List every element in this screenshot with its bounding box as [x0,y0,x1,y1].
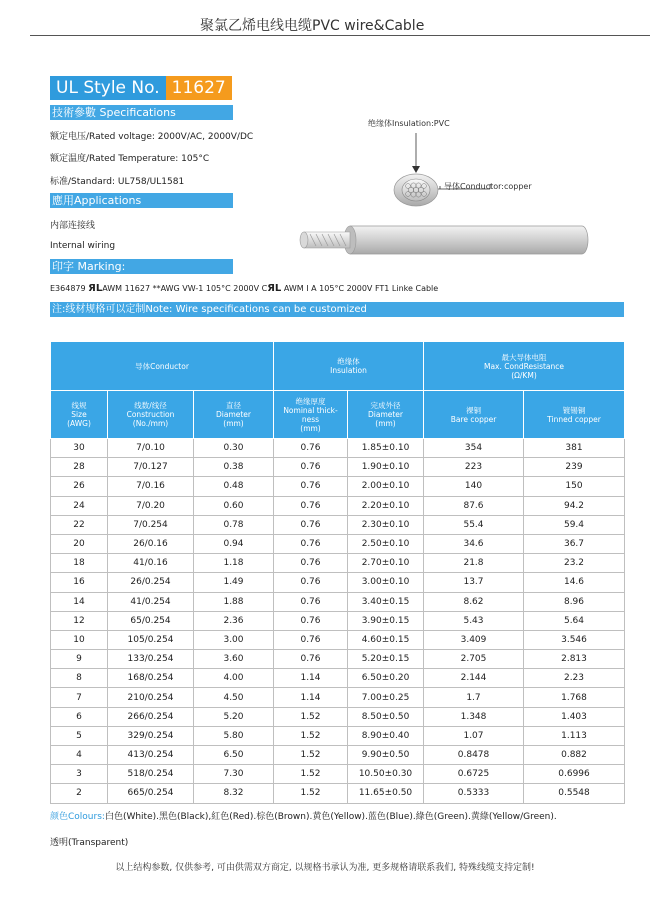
marking-bar: 印字 Marking: [50,259,233,274]
table-cell: 6.50 [194,746,274,765]
table-cell: 3 [51,765,108,784]
table-row [51,534,625,553]
table-cell: 7/0.127 [108,458,194,477]
table-cell: 28 [51,458,108,477]
rated-voltage: 额定电压/Rated voltage: 2000V/AC, 2000V/DC [50,132,254,142]
table-cell: 0.76 [274,458,348,477]
table-cell: 5 [51,726,108,745]
table-cell: 1.52 [274,746,348,765]
table-row [51,784,625,803]
table-cell: 10.50±0.30 [348,765,424,784]
table-row [51,515,625,534]
table-cell: 140 [424,477,524,496]
header-divider [30,35,650,36]
table-cell: 8.62 [424,592,524,611]
header-resistance: 最大导体电阻 Max. CondResistance (Ω/KM) [424,342,625,391]
table-cell: 1.14 [274,688,348,707]
table-row [51,650,625,669]
table-row [51,611,625,630]
table-cell: 26 [51,477,108,496]
table-cell: 0.30 [194,439,274,458]
table-cell: 87.6 [424,496,524,515]
header-insulation: 绝缘体 Insulation [274,342,424,391]
table-cell: 2.36 [194,611,274,630]
table-cell: 9 [51,650,108,669]
table-cell: 10 [51,630,108,649]
table-cell: 381 [524,439,625,458]
table-cell: 665/0.254 [108,784,194,803]
table-cell: 18 [51,554,108,573]
table-cell: 7 [51,688,108,707]
table-cell: 239 [524,458,625,477]
table-cell: 13.7 [424,573,524,592]
marking-text-part3: AWM I A 105°C 2000V FT1 Linke Cable [283,284,439,293]
colour-transparent: 透明(Transparent) [50,838,129,848]
table-cell: 7/0.20 [108,496,194,515]
table-cell: 0.76 [274,477,348,496]
table-row [51,765,625,784]
table-cell: 0.78 [194,515,274,534]
header-size: 线规 Size (AWG) [51,391,108,439]
table-cell: 1.52 [274,765,348,784]
table-cell: 3.90±0.15 [348,611,424,630]
table-cell: 7.30 [194,765,274,784]
table-cell: 105/0.254 [108,630,194,649]
table-cell: 0.76 [274,592,348,611]
table-cell: 1.90±0.10 [348,458,424,477]
table-cell: 0.76 [274,611,348,630]
table-cell: 0.76 [274,515,348,534]
table-cell: 2.813 [524,650,625,669]
table-cell: 1.85±0.10 [348,439,424,458]
table-cell: 8.32 [194,784,274,803]
table-cell: 1.18 [194,554,274,573]
table-cell: 1.14 [274,669,348,688]
table-cell: 4 [51,746,108,765]
table-cell: 1.403 [524,707,625,726]
ul-logo-icon: ЯL [267,283,282,294]
table-cell: 0.76 [274,534,348,553]
table-cell: 1.07 [424,726,524,745]
table-cell: 8 [51,669,108,688]
table-cell: 5.43 [424,611,524,630]
table-cell: 0.76 [274,439,348,458]
table-cell: 11.65±0.50 [348,784,424,803]
table-cell: 23.2 [524,554,625,573]
table-cell: 7/0.16 [108,477,194,496]
table-row [51,592,625,611]
table-cell: 2.705 [424,650,524,669]
table-cell: 21.8 [424,554,524,573]
table-cell: 0.60 [194,496,274,515]
table-cell: 1.52 [274,707,348,726]
applications-bar: 應用Applications [50,193,233,208]
table-cell: 12 [51,611,108,630]
table-row [51,573,625,592]
table-cell: 24 [51,496,108,515]
table-cell: 0.8478 [424,746,524,765]
table-cell: 4.00 [194,669,274,688]
table-cell: 150 [524,477,625,496]
table-cell: 5.20 [194,707,274,726]
table-cell: 7/0.10 [108,439,194,458]
table-cell: 0.38 [194,458,274,477]
table-cell: 133/0.254 [108,650,194,669]
table-row [51,688,625,707]
ul-style-number: 11627 [166,76,232,100]
header-bare-copper: 裸铜 Bare copper [424,391,524,439]
table-cell: 41/0.254 [108,592,194,611]
insulation-arrow-icon [412,166,420,173]
table-cell: 0.76 [274,650,348,669]
ul-style-title [50,76,232,100]
table-cell: 14.6 [524,573,625,592]
table-row [51,707,625,726]
table-cell: 3.546 [524,630,625,649]
colours-list: 白色(White).黑色(Black),紅色(Red).棕色(Brown).黄色(Yellow).蓝色(Blue).綠色(Green).黄綠(Yellow/Green). [104,812,557,822]
cable-diagram [290,128,600,258]
table-cell: 1.49 [194,573,274,592]
table-cell: 0.76 [274,554,348,573]
table-cell: 5.80 [194,726,274,745]
header-thickness: 绝缘厚度 Nominal thick- ness (mm) [274,391,348,439]
table-cell: 0.76 [274,630,348,649]
table-cell: 2.50±0.10 [348,534,424,553]
table-cell: 22 [51,515,108,534]
table-cell: 1.88 [194,592,274,611]
table-cell: 30 [51,439,108,458]
table-row [51,477,625,496]
table-cell: 1.113 [524,726,625,745]
table-cell: 59.4 [524,515,625,534]
table-cell: 2.20±0.10 [348,496,424,515]
table-cell: 3.00±0.10 [348,573,424,592]
table-cell: 36.7 [524,534,625,553]
table-cell: 2.00±0.10 [348,477,424,496]
table-cell: 3.00 [194,630,274,649]
colours-label: 颜色Colours: [50,812,105,822]
table-cell: 34.6 [424,534,524,553]
table-cell: 65/0.254 [108,611,194,630]
table-cell: 55.4 [424,515,524,534]
conductor-label: 导体Conductor:copper [444,182,532,191]
table-cell: 1.52 [274,784,348,803]
table-cell: 7.00±0.25 [348,688,424,707]
table-cell: 6 [51,707,108,726]
insulation-label: 绝缘体Insulation:PVC [368,119,450,128]
customization-note: 注:线材规格可以定制Note: Wire specifications can be customized [50,302,624,317]
header-tinned-copper: 镀锡铜 Tinned copper [524,391,625,439]
table-cell: 223 [424,458,524,477]
table-cell: 0.882 [524,746,625,765]
table-row [51,726,625,745]
table-cell: 2.144 [424,669,524,688]
table-cell: 2.23 [524,669,625,688]
header-construction: 线数/线径 Construction (No./mm) [108,391,194,439]
table-row [51,746,625,765]
page-header-title: 聚氯乙烯电线电缆PVC wire&Cable [200,18,425,34]
table-cell: 8.90±0.40 [348,726,424,745]
table-cell: 16 [51,573,108,592]
table-cell: 518/0.254 [108,765,194,784]
table-cell: 7/0.254 [108,515,194,534]
table-cell: 329/0.254 [108,726,194,745]
table-cell: 4.50 [194,688,274,707]
table-row [51,458,625,477]
table-cell: 266/0.254 [108,707,194,726]
table-cell: 1.348 [424,707,524,726]
table-cell: 94.2 [524,496,625,515]
table-cell: 168/0.254 [108,669,194,688]
table-cell: 2.30±0.10 [348,515,424,534]
header-conductor: 导体Conductor [51,342,274,391]
cable-jacket [350,226,588,254]
header-diameter: 直径 Diameter (mm) [194,391,274,439]
standard: 标准/Standard: UL758/UL1581 [50,177,185,187]
table-cell: 0.5333 [424,784,524,803]
table-cell: 3.40±0.15 [348,592,424,611]
ul-logo-icon: ЯL [88,283,103,294]
table-cell: 1.7 [424,688,524,707]
table-cell: 26/0.16 [108,534,194,553]
table-cell: 9.90±0.50 [348,746,424,765]
table-cell: 0.48 [194,477,274,496]
table-cell: 5.64 [524,611,625,630]
table-cell: 8.50±0.50 [348,707,424,726]
colours-line [50,809,557,822]
spec-table [50,341,625,804]
table-cell: 0.6996 [524,765,625,784]
table-row [51,496,625,515]
marking-file-number: E364879 [50,284,86,293]
application-en: Internal wiring [50,241,116,251]
table-cell: 4.60±0.15 [348,630,424,649]
conductor-cross-section [402,179,430,201]
marking-text [50,283,438,294]
table-row [51,669,625,688]
rated-temperature: 额定温度/Rated Temperature: 105°C [50,154,210,164]
table-cell: 1.768 [524,688,625,707]
table-cell: 0.6725 [424,765,524,784]
table-cell: 14 [51,592,108,611]
table-cell: 0.5548 [524,784,625,803]
table-cell: 210/0.254 [108,688,194,707]
table-cell: 1.52 [274,726,348,745]
table-cell: 26/0.254 [108,573,194,592]
footer-note: 以上结构参数, 仅供参考, 可由供需双方商定, 以规格书承认为准, 更多规格请联系我们, 特殊线缆支持定制! [115,863,535,873]
table-cell: 3.409 [424,630,524,649]
specifications-bar: 技術參數 Specifications [50,105,233,120]
table-cell: 0.76 [274,573,348,592]
table-cell: 8.96 [524,592,625,611]
table-row [51,439,625,458]
header-outer-diameter: 完成外径 Diameter (mm) [348,391,424,439]
table-cell: 354 [424,439,524,458]
table-row [51,554,625,573]
table-cell: 0.94 [194,534,274,553]
table-cell: 2 [51,784,108,803]
table-cell: 2.70±0.10 [348,554,424,573]
table-cell: 20 [51,534,108,553]
application-cn: 内部连接线 [50,221,96,231]
table-cell: 41/0.16 [108,554,194,573]
table-cell: 413/0.254 [108,746,194,765]
marking-text-part2: AWM 11627 **AWG VW-1 105°C 2000V C [102,284,268,293]
table-cell: 0.76 [274,496,348,515]
table-cell: 6.50±0.20 [348,669,424,688]
table-cell: 5.20±0.15 [348,650,424,669]
table-row [51,630,625,649]
table-cell: 3.60 [194,650,274,669]
ul-style-label: UL Style No. [50,76,166,100]
